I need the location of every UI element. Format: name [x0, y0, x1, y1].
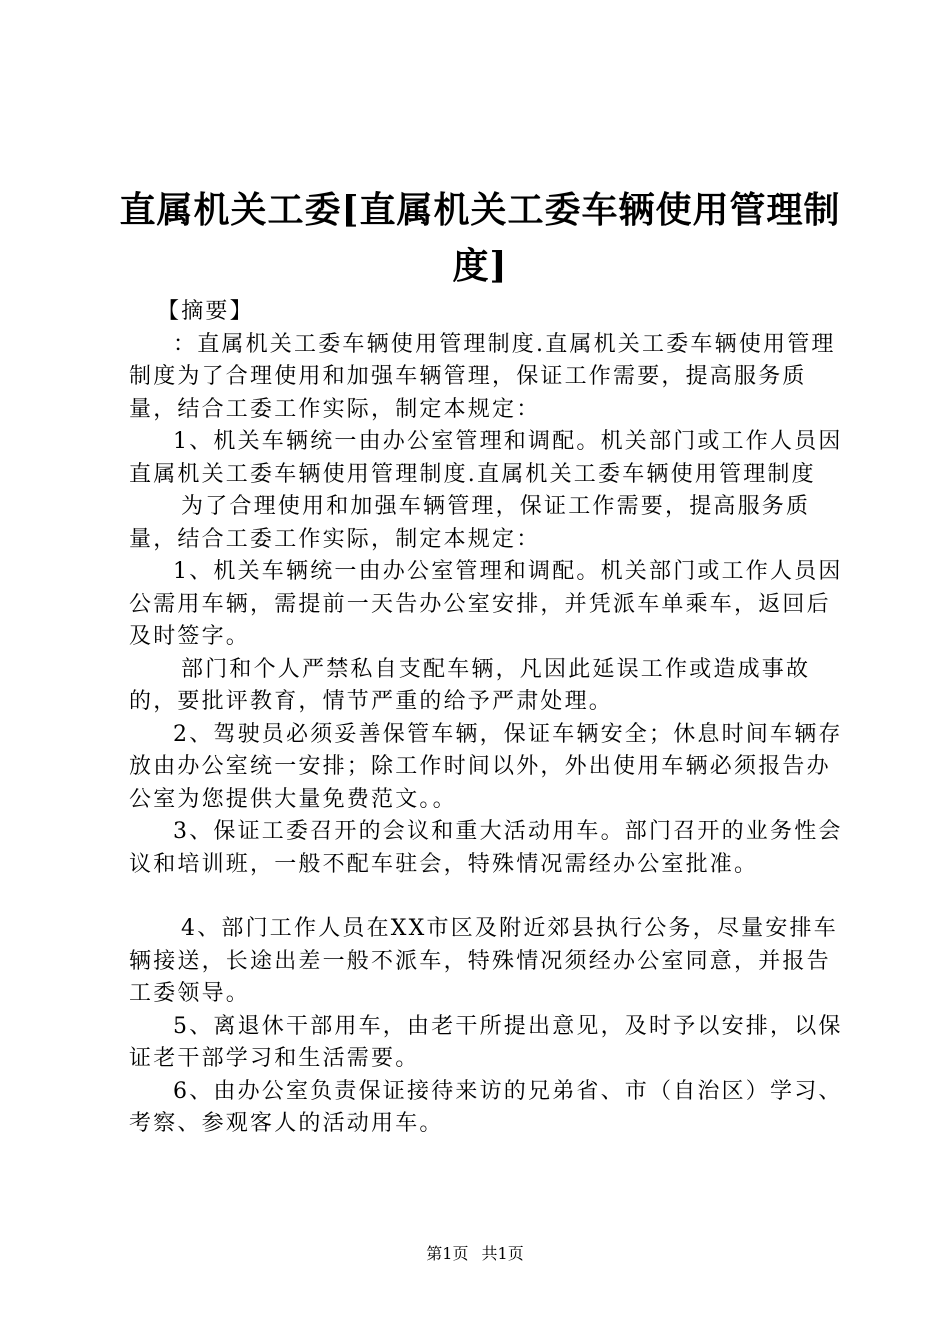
body-paragraph: 1、机关车辆统一由办公室管理和调配。机关部门或工作人员因公需用车辆，需提前一天告办公室安排，并凭派车单乘车，返回后及时签字。 [129, 559, 843, 649]
body-paragraph: 4、部门工作人员在XX市区及附近郊县执行公务，尽量安排车辆接送，长途出差一般不派车，特殊情况须经办公室同意，并报告工委领导。 [129, 916, 838, 1006]
abstract-heading: 【摘要】 [157, 299, 254, 324]
body-paragraph: 3、保证工委召开的会议和重大活动用车。部门召开的业务性会议和培训班，一般不配车驻会，特殊情况需经办公室批准。 [129, 819, 843, 877]
body-paragraph: 2、驾驶员必须妥善保管车辆，保证车辆安全；休息时间车辆存放由办公室统一安排；除工作时间以外，外出使用车辆必须报告办公室为您提供大量免费范文。。 [129, 721, 843, 812]
body-paragraph: 为了合理使用和加强车辆管理，保证工作需要，提高服务质量，结合工委工作实际，制定本规定： [129, 494, 811, 552]
body-paragraph: 1、机关车辆统一由办公室管理和调配。机关部门或工作人员因直属机关工委车辆使用管理制度.直属机关工委车辆使用管理制度 [129, 429, 843, 487]
document-title: 直属机关工委[直属机关工委车辆使用管理制度] [119, 189, 841, 287]
abstract-paragraph: ：直属机关工委车辆使用管理制度.直属机关工委车辆使用管理制度为了合理使用和加强车辆管理，保证工作需要，提高服务质量，结合工委工作实际，制定本规定： [129, 331, 836, 422]
body-paragraph: 6、由办公室负责保证接待来访的兄弟省、市（自治区）学习、考察、参观客人的活动用车。 [129, 1078, 843, 1136]
page-number: 第1页 [426, 1244, 469, 1263]
document-body [129, 296, 849, 1141]
body-paragraph: 部门和个人严禁私自支配车辆，凡因此延误工作或造成事故的，要批评教育，情节严重的给予严肃处理。 [129, 656, 811, 714]
page-total: 共1页 [481, 1244, 524, 1263]
body-paragraph: 5、离退休干部用车，由老干所提出意见，及时予以安排，以保证老干部学习和生活需要。 [129, 1013, 843, 1071]
paragraph-gap [129, 881, 849, 913]
page-footer [0, 1242, 950, 1266]
